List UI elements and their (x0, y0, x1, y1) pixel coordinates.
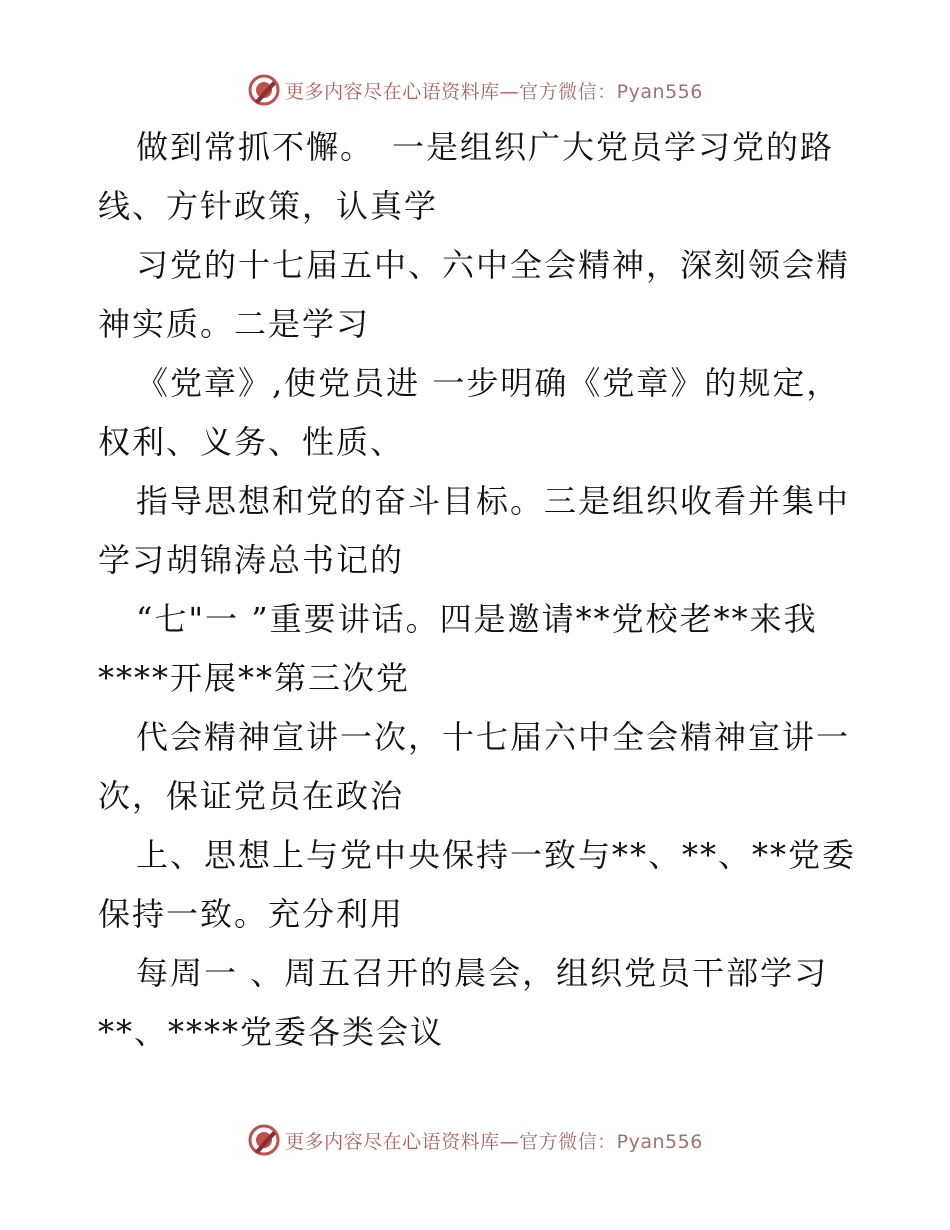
pen-logo-icon (247, 73, 281, 107)
banner-text: 更多内容尽在心语资料库—官方微信：Pyan556 (285, 1130, 703, 1153)
text-line: ****开展**第三次党 (98, 659, 411, 697)
text-line: “七"一 ”重要讲话。四是邀请**党校老**来我 (136, 600, 818, 638)
text-line: 神实质。二是学习 (98, 305, 371, 343)
text-line: 上、思想上与党中央保持一致与**、**、**党委 (136, 836, 857, 874)
text-line: 次，保证党员在政治 (98, 777, 405, 815)
text-line: 代会精神宣讲一次，十七届六中全会精神宣讲一 (136, 718, 851, 756)
text-line: 《党章》,使党员进 一步明确《党章》的规定， (136, 364, 841, 402)
text-line: 习党的十七届五中、六中全会精神，深刻领会精 (136, 246, 851, 284)
text-line: 权利、义务、性质、 (98, 423, 405, 461)
document-body (98, 118, 858, 1062)
header-banner (0, 70, 950, 110)
text-line: 指导思想和党的奋斗目标。三是组织收看并集中 (136, 482, 851, 520)
text-line: **、****党委各类会议 (98, 1013, 445, 1051)
text-line: 每周一 、周五召开的晨会，组织党员干部学习 (136, 954, 829, 992)
pen-logo-icon (247, 1123, 281, 1157)
text-line: 保持一致。充分利用 (98, 895, 405, 933)
text-line: 学习胡锦涛总书记的 (98, 541, 405, 579)
footer-banner (0, 1120, 950, 1160)
banner-text: 更多内容尽在心语资料库—官方微信：Pyan556 (285, 80, 703, 103)
text-line: 做到常抓不懈。 一是组织广大党员学习党的路 (136, 128, 835, 166)
text-line: 线、方针政策，认真学 (98, 187, 439, 225)
